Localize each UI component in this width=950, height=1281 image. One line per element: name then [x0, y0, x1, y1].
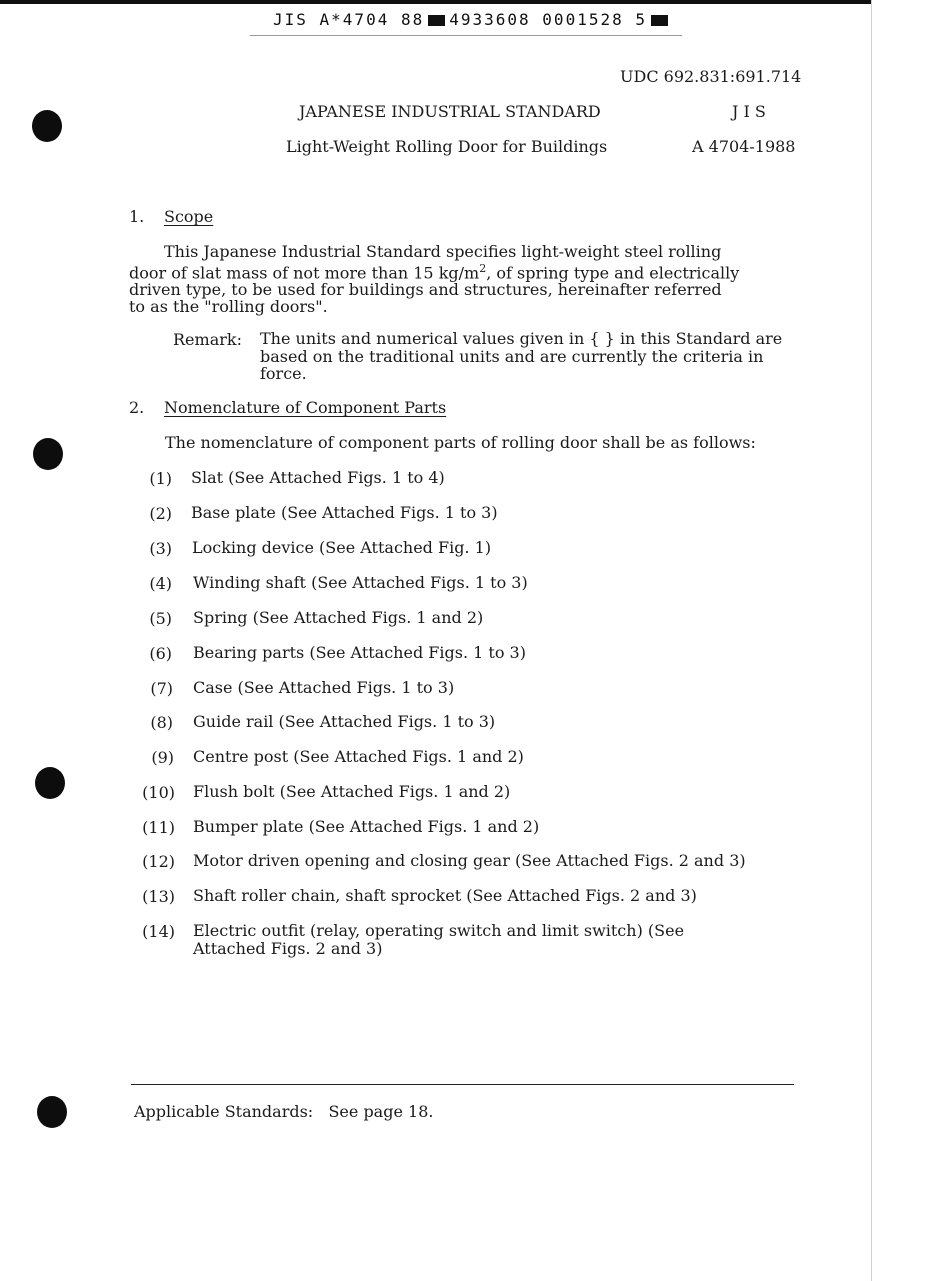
punch-hole-icon [37, 1096, 67, 1128]
list-item-number: (2) [149, 504, 172, 523]
scope-line [129, 260, 809, 281]
remark-text: The units and numerical values given in { } in this Standard are based on the traditional units and are currently the criteria in force. [260, 329, 783, 383]
document-title: Light-Weight Rolling Door for Buildings [286, 137, 608, 156]
list-item: Case (See Attached Figs. 1 to 3) [193, 678, 455, 697]
scope-line: driven type, to be used for buildings and structures, hereinafter referred [129, 280, 722, 300]
header-code-part2: 4933608 0001528 5 [449, 10, 647, 29]
list-item: Bumper plate (See Attached Figs. 1 and 2) [193, 817, 540, 836]
header-code [273, 10, 672, 29]
list-item-line: Attached Figs. 2 and 3) [193, 938, 383, 958]
udc-code: UDC 692.831:691.714 [620, 67, 802, 86]
nomenclature-intro: The nomenclature of component parts of rolling door shall be as follows: [165, 433, 756, 452]
punch-hole-icon [32, 110, 62, 142]
list-item: Guide rail (See Attached Figs. 1 to 3) [193, 712, 496, 731]
applicable-standards: Applicable Standards: See page 18. [134, 1102, 434, 1121]
section-1-heading: Scope [164, 207, 214, 226]
superscript: 2 [479, 262, 487, 275]
list-item-number: (5) [149, 609, 172, 628]
list-item: Motor driven opening and closing gear (See Attached Figs. 2 and 3) [193, 851, 746, 870]
scope-line-part: , of spring type and electrically [486, 263, 740, 283]
section-1-number: 1. [129, 207, 145, 226]
header-rule [250, 35, 682, 36]
list-item: Spring (See Attached Figs. 1 and 2) [193, 608, 484, 627]
list-item-number: (9) [151, 748, 174, 767]
list-item: Shaft roller chain, shaft sprocket (See Attached Figs. 2 and 3) [193, 886, 697, 905]
black-block-icon [428, 15, 445, 26]
standard-title: JAPANESE INDUSTRIAL STANDARD [299, 102, 601, 121]
list-item-number: (4) [149, 574, 172, 593]
punch-hole-icon [35, 767, 65, 799]
scope-paragraph [129, 243, 809, 315]
black-block-icon [651, 15, 668, 26]
list-item: Locking device (See Attached Fig. 1) [192, 538, 492, 557]
jis-mark: J I S [732, 102, 766, 121]
remark-label: Remark: [173, 330, 242, 349]
list-item: Bearing parts (See Attached Figs. 1 to 3) [193, 643, 526, 662]
list-item-number: (10) [142, 783, 175, 802]
scope-line-part: door of slat mass of not more than 15 kg/m [129, 263, 480, 283]
scan-right-edge [871, 0, 872, 1281]
scan-top-edge [0, 0, 872, 4]
list-item [193, 922, 684, 957]
list-item-number: (14) [142, 922, 175, 941]
list-item: Winding shaft (See Attached Figs. 1 to 3) [193, 573, 528, 592]
list-item: Centre post (See Attached Figs. 1 and 2) [193, 747, 524, 766]
punch-hole-icon [33, 438, 63, 470]
document-number: A 4704-1988 [692, 137, 796, 156]
header-code-part1: JIS A*4704 88 [273, 10, 425, 29]
list-item-number: (12) [142, 852, 175, 871]
list-item-number: (7) [150, 679, 173, 698]
footnote-rule [131, 1084, 794, 1085]
section-2-number: 2. [129, 398, 145, 417]
list-item: Base plate (See Attached Figs. 1 to 3) [191, 503, 498, 522]
list-item-number: (11) [142, 818, 175, 837]
list-item-number: (6) [149, 644, 172, 663]
list-item-line: Electric outfit (relay, operating switch and limit switch) (See [193, 921, 685, 940]
list-item-number: (8) [150, 713, 173, 732]
scope-line: to as the "rolling doors". [129, 297, 328, 317]
list-item: Flush bolt (See Attached Figs. 1 and 2) [193, 782, 511, 801]
list-item-number: (3) [149, 539, 172, 558]
list-item-number: (13) [142, 887, 175, 906]
list-item: Slat (See Attached Figs. 1 to 4) [191, 468, 445, 487]
list-item-number: (1) [149, 469, 172, 488]
scope-line: This Japanese Industrial Standard specifies light-weight steel rolling [164, 242, 722, 261]
section-2-heading: Nomenclature of Component Parts [164, 398, 447, 417]
